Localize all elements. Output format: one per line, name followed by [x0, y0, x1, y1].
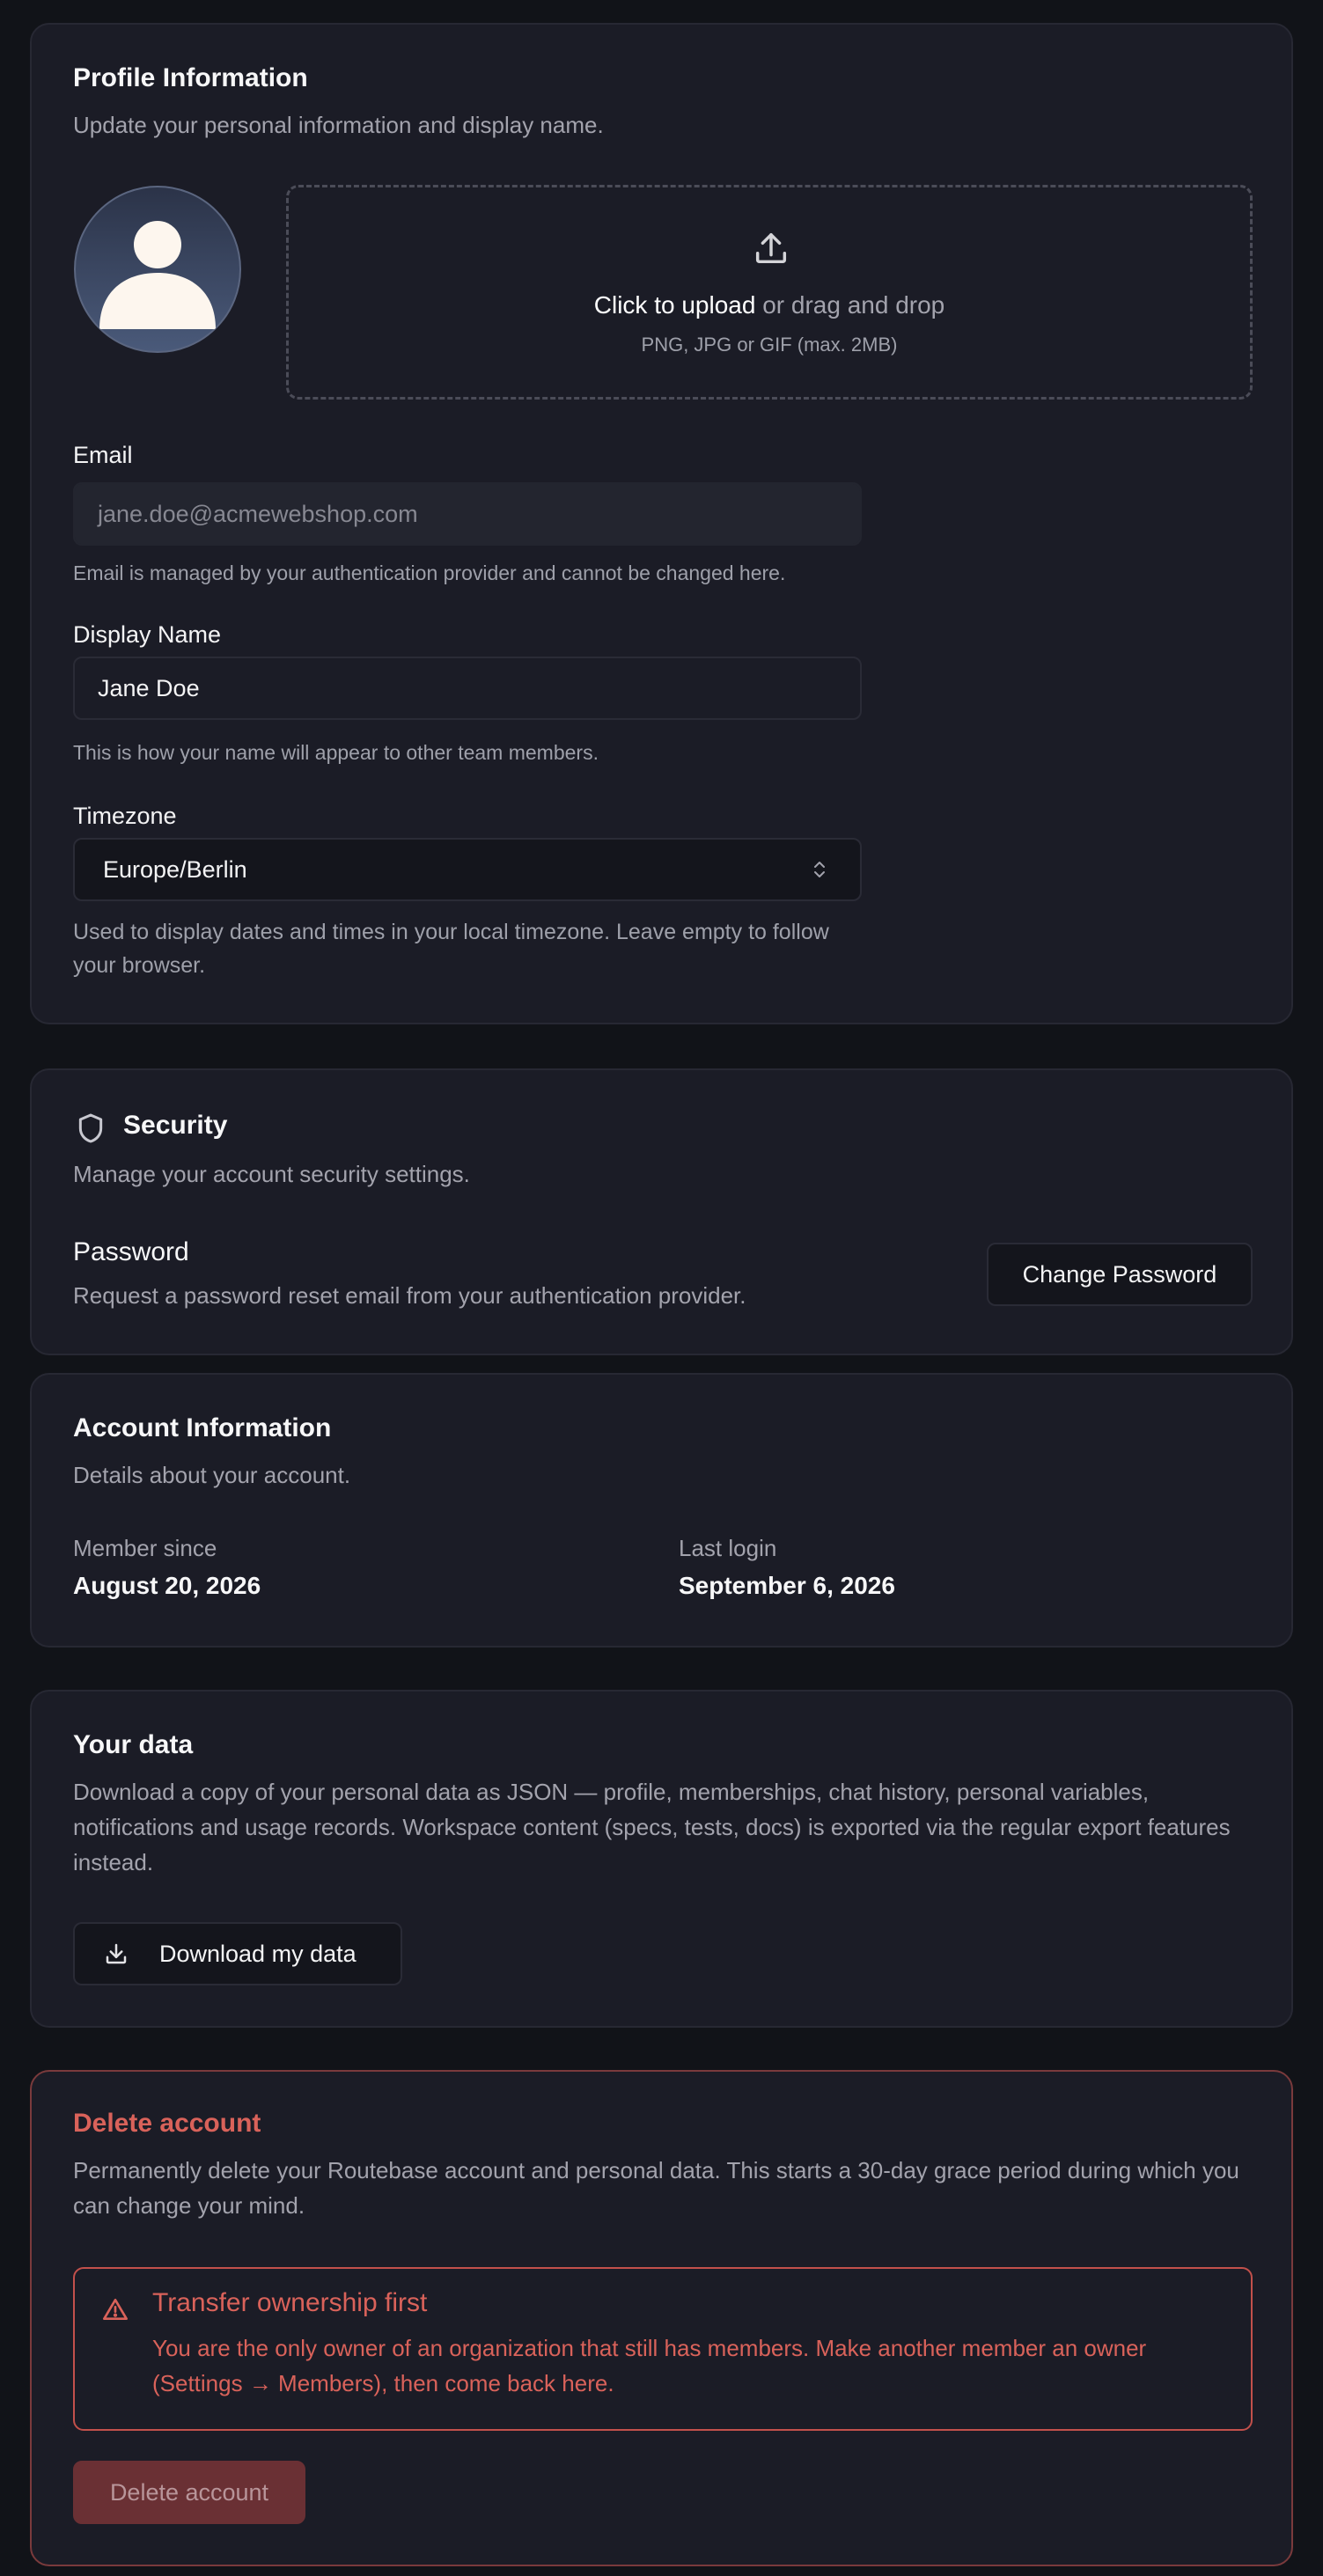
download-data-button[interactable]: [73, 1922, 402, 1985]
delete-card: [30, 2070, 1293, 2566]
upload-text: [289, 291, 1250, 319]
display-name-help: This is how your name will appear to other team members.: [73, 741, 599, 764]
security-title: Security: [123, 1111, 228, 1140]
account-card: [30, 1373, 1293, 1648]
chevron-up-down-icon: [809, 859, 830, 880]
upload-hint: PNG, JPG or GIF (max. 2MB): [641, 334, 898, 356]
timezone-select[interactable]: [73, 838, 862, 901]
change-password-button[interactable]: Change Password: [987, 1243, 1253, 1306]
warning-icon: [101, 2295, 129, 2323]
download-icon: [103, 1941, 129, 1967]
timezone-label: Timezone: [73, 803, 177, 829]
upload-dropzone[interactable]: [286, 185, 1253, 400]
email-label: Email: [73, 442, 133, 468]
display-name-input[interactable]: Jane Doe: [73, 657, 862, 720]
password-help: Request a password reset email from your authentication provider.: [73, 1282, 746, 1309]
alert-body: You are the only owner of an organization that still has members. Make another member an owner (Settings → Members), then come back here.: [152, 2335, 1147, 2396]
display-name-label: Display Name: [73, 621, 222, 648]
member-since-value: August 20, 2026: [73, 1572, 261, 1599]
last-login-value: September 6, 2026: [679, 1572, 895, 1599]
delete-description: Permanently delete your Routebase account and personal data. This starts a 30-day grace period during which you can change your mind.: [73, 2157, 1239, 2219]
account-title: Account Information: [73, 1413, 332, 1442]
email-field: jane.doe@acmewebshop.com: [73, 482, 862, 546]
profile-title: Profile Information: [73, 63, 308, 92]
delete-title: Delete account: [73, 2109, 261, 2138]
timezone-help: Used to display dates and times in your local timezone. Leave empty to follow your browser.: [73, 920, 829, 978]
profile-description: Update your personal information and display name.: [73, 112, 604, 138]
security-card: [30, 1068, 1293, 1355]
user-avatar-icon: [73, 185, 242, 354]
alert-title: Transfer ownership first: [152, 2288, 428, 2317]
last-login-label: Last login: [679, 1535, 777, 1561]
ownership-alert: [73, 2267, 1253, 2431]
upload-rest: or drag and drop: [755, 291, 945, 319]
avatar[interactable]: [73, 185, 242, 354]
download-data-label: Download my data: [159, 1940, 356, 1967]
delete-account-button[interactable]: Delete account: [73, 2461, 305, 2524]
member-since-label: Member since: [73, 1535, 217, 1561]
profile-card: [30, 23, 1293, 1024]
data-title: Your data: [73, 1730, 194, 1759]
data-card: [30, 1690, 1293, 2028]
security-description: Manage your account security settings.: [73, 1161, 470, 1187]
account-description: Details about your account.: [73, 1462, 351, 1488]
email-help: Email is managed by your authentication provider and cannot be changed here.: [73, 561, 786, 584]
password-label: Password: [73, 1237, 189, 1266]
upload-icon: [751, 228, 791, 268]
timezone-value: Europe/Berlin: [103, 856, 247, 883]
data-description: Download a copy of your personal data as JSON — profile, memberships, chat history, personal variables, notifications and usage records. Workspace content (specs, tests, docs) is exported via the regular export features instead.: [73, 1779, 1231, 1875]
shield-icon: [73, 1111, 108, 1146]
upload-cta[interactable]: Click to upload: [593, 291, 756, 319]
